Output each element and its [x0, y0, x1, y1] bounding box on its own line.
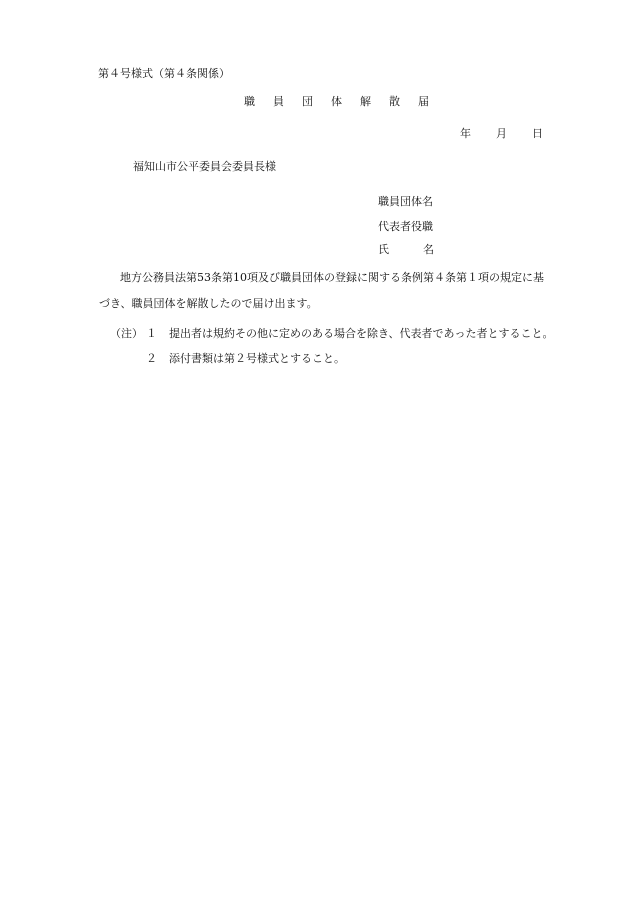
date-month-label: 月	[496, 127, 507, 140]
document-title	[244, 95, 429, 109]
date-year-label: 年	[460, 127, 471, 140]
addressee: 福知山市公平委員会委員長様	[133, 160, 276, 173]
sender-rep-label: 代表者役職	[378, 220, 433, 233]
note-label: （注）	[110, 327, 143, 340]
date-day-label: 日	[532, 127, 543, 140]
date-row	[460, 127, 543, 141]
note-text: 提出者は規約その他に定めのある場合を除き、代表者であった者とすること。	[169, 327, 554, 340]
note-number: ２	[146, 352, 157, 365]
title-char: 解	[360, 95, 371, 108]
name-label-char: 名	[423, 243, 434, 256]
sender-org-label: 職員団体名	[378, 195, 433, 208]
title-char: 届	[418, 95, 429, 108]
title-char: 体	[331, 95, 342, 108]
title-char: 員	[273, 95, 284, 108]
note-text: 添付書類は第２号様式とすること。	[169, 352, 345, 365]
form-number: 第４号様式（第４条関係）	[98, 67, 230, 80]
note-number: １	[146, 327, 157, 340]
body-text-line: づき、職員団体を解散したので届け出ます。	[99, 297, 318, 310]
body-text-line: 地方公務員法第53条第10項及び職員団体の登録に関する条例第４条第１項の規定に基	[120, 271, 544, 284]
name-label-char: 氏	[378, 243, 389, 256]
title-char: 散	[389, 95, 400, 108]
title-char: 職	[244, 95, 255, 108]
title-char: 団	[302, 95, 313, 108]
sender-name-label	[378, 243, 434, 257]
